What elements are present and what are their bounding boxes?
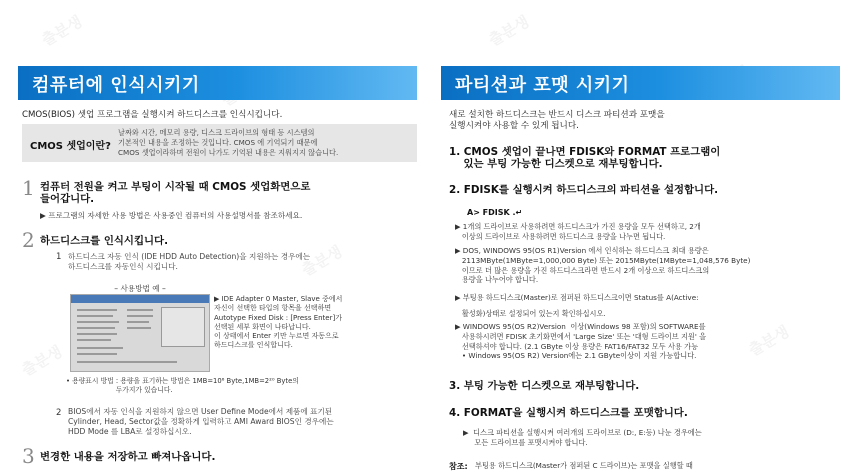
step-bullet (463, 428, 848, 448)
step-title-line: 있는 부팅 가능한 디스켓으로 재부팅합니다. (449, 158, 663, 170)
watermark: 출분생 (485, 12, 533, 50)
bios-line (77, 309, 117, 311)
step-bullet (455, 222, 840, 242)
bios-line (77, 315, 113, 317)
bios-line (77, 333, 117, 335)
watermark: 출분생 (18, 342, 66, 380)
bios-title-bar (71, 295, 209, 303)
note-text: 부팅용 하드디스크(Master가 점퍼된 C 드라이브)는 포맷을 실행할 때 (475, 461, 693, 470)
step-title-line: 들어갑니다. (40, 193, 95, 205)
section-banner (441, 66, 840, 100)
bullet-line: 모든 드라이브를 포맷시켜야 합니다. (463, 437, 588, 447)
section-intro (449, 110, 665, 132)
bullet-line: 이므로 더 많은 용량을 가진 하드디스크라면 반드시 2개 이상으로 하드디스크의 (455, 265, 710, 275)
right-page (427, 0, 854, 473)
screen-note-line: 자신이 선택한 타입의 항목을 선택하면 (214, 304, 332, 313)
bullet-line: • Windows 95(OS R2) Version에는 2.1 GByte이상이 지원 가능합니다. (455, 351, 697, 361)
bios-line (127, 321, 149, 323)
watermark: 출분생 (38, 12, 86, 50)
capacity-line: 두가지가 있습니다. (66, 386, 173, 394)
step-title: 하드디스크를 인식시킵니다. (40, 235, 169, 247)
definition-text (118, 128, 338, 158)
example-caption: – 사용방법 예 – (114, 284, 166, 293)
bullet-line: ▶ 부팅용 하드디스크(Master)로 점퍼된 하드디스크이면 Status를 A(Active: (455, 293, 699, 302)
capacity-line: • 용량표시 방법 : 용량을 표기하는 방법은 1MB=10⁶ Byte,1MB=2²⁰ Byte의 (66, 377, 299, 385)
bios-line (77, 321, 119, 323)
definition-line: 기본적인 내용을 조정하는 것입니다. CMOS 에 기억되기 때문에 (118, 138, 318, 147)
step-title: 2. FDISK를 실행시켜 하드디스크의 파티션을 설정합니다. (449, 184, 719, 196)
screen-note-line: 선택된 세부 화면이 나타납니다. (214, 322, 311, 331)
definition-label: CMOS 셋업이란? (30, 141, 111, 152)
watermark: 출분생 (298, 242, 346, 280)
bios-line (77, 327, 115, 329)
sub-step-number: 1 (56, 252, 62, 262)
bullet-line: 2113MByte(1MByte=1,000,000 Byte) 또는 2015MByte(1MByte=1,048,576 Byte) (455, 255, 751, 265)
bullet-line: ▶ 디스크 파티션을 실행시켜 여러개의 드라이브로 (D:, E:등) 나눈 경우에는 (463, 428, 702, 437)
bios-line (127, 315, 153, 317)
definition-line: 날짜와 시간, 메모리 용량, 디스크 드라이브의 형태 등 시스템의 (118, 128, 315, 137)
sub-step-number: 2 (56, 408, 62, 418)
step-bullet (455, 293, 840, 319)
intro-line: 실행시켜야 사용할 수 있게 됩니다. (449, 121, 579, 131)
bios-line (77, 361, 177, 363)
bios-line (127, 327, 151, 329)
section-title: 컴퓨터에 인식시키기 (32, 75, 200, 96)
section-banner (18, 66, 417, 100)
step-number: 3 (22, 444, 35, 468)
sub-step-line: 하드디스크를 자동인식 시킵니다. (68, 262, 178, 271)
section-intro: CMOS(BIOS) 셋업 프로그램을 실행시켜 하드디스크를 인식시킵니다. (22, 110, 283, 120)
step-title-line: 컴퓨터 전원을 켜고 부팅이 시작될 때 CMOS 셋업화면으로 (40, 181, 311, 193)
sub-step-text (68, 407, 334, 437)
step-title (449, 146, 720, 170)
bios-line (77, 353, 117, 355)
definition-box (22, 124, 417, 162)
screen-note-line: 이 상태에서 Enter 키만 누르면 자동으로 (214, 332, 339, 341)
command-text: A> FDISK .↵ (467, 208, 523, 217)
bullet-line: 활성화)상태로 설정되어 있는지 확인하십시오. (455, 308, 606, 318)
screen-note (214, 295, 342, 351)
step-number: 1 (22, 176, 35, 200)
section-title: 파티션과 포맷 시키기 (455, 75, 630, 96)
screen-note-line: 하드디스크를 인식합니다. (214, 341, 293, 350)
sub-step-line: HDD Mode 를 LBA로 설정하십시오. (68, 427, 192, 436)
step-title-line: 1. CMOS 셋업이 끝나면 FDISK와 FORMAT 프로그램이 (449, 146, 721, 158)
sub-step-line: 하드디스크 자동 인식 (IDE HDD Auto Detection)을 지원하는 경우에는 (68, 252, 311, 261)
step-bullet (455, 322, 840, 361)
bullet-line: ▶ 1개의 드라이브로 사용하려면 하드디스크가 가진 용량을 모두 선택하고, 2개 (455, 222, 701, 231)
definition-line: CMOS 셋업이라하며 전원이 나가도 기억된 내용은 지워지지 않습니다. (118, 148, 339, 157)
bullet-line: 사용하시려면 FDISK 초기화면에서 'Large Size' 또는 '대형 드라이브 지원' 을 (455, 331, 707, 341)
step-title: 4. FORMAT을 실행시켜 하드디스크를 포맷합니다. (449, 407, 688, 419)
step-title (40, 181, 310, 205)
bullet-line: 이상의 드라이브로 사용하려면 하드디스크 용량을 나누면 됩니다. (455, 231, 666, 241)
bios-line (77, 347, 123, 349)
bios-line (77, 339, 111, 341)
bullet-line: 용량을 나누어야 합니다. (455, 275, 539, 285)
bios-screen-image (70, 294, 210, 372)
screen-note-line: ▶ IDE Adapter 0 Master, Slave 중에서 (214, 295, 343, 303)
intro-line: 새로 설치한 하드디스크는 반드시 디스크 파티션과 포맷을 (449, 110, 665, 120)
step-title: 3. 부팅 가능한 디스켓으로 재부팅합니다. (449, 380, 640, 392)
step-number: 2 (22, 228, 35, 252)
capacity-note (66, 377, 299, 395)
bullet-line: ▶ WINDOWS 95(OS R2)Version 이상(Windows 98 포함)의 SOFTWARE를 (455, 322, 706, 331)
bullet-line: 선택하셔야 합니다. (2.1 GByte 이상 용량은 FAT16/FAT32 모두 사용 가능 (455, 341, 699, 351)
step-bullet: ▶ 프로그램의 자세한 사용 방법은 사용중인 컴퓨터의 사용설명서를 참조하세요. (40, 211, 303, 220)
note-label: 참조: (449, 462, 468, 471)
watermark: 출분생 (745, 322, 793, 360)
sub-step-line: BIOS에서 자동 인식을 지원하지 않으면 User Define Mode에서 제품에 표기된 (68, 407, 333, 416)
screen-note-line: Autotype Fixed Disk : [Press Enter]가 (214, 313, 342, 322)
bios-line (127, 309, 153, 311)
bullet-line: ▶ DOS, WINDOWS 95(OS R1)Version 에서 인식하는 하드디스크 최대 용량은 (455, 246, 709, 255)
step-title: 변경한 내용을 저장하고 빠져나옵니다. (40, 451, 216, 463)
bios-help-panel (161, 307, 205, 347)
sub-step-line: Cylinder, Head, Sector값을 정확하게 입력하고 AMI Award BIOS인 경우에는 (68, 417, 334, 426)
sub-step-text (68, 252, 310, 272)
step-bullet (455, 246, 840, 285)
